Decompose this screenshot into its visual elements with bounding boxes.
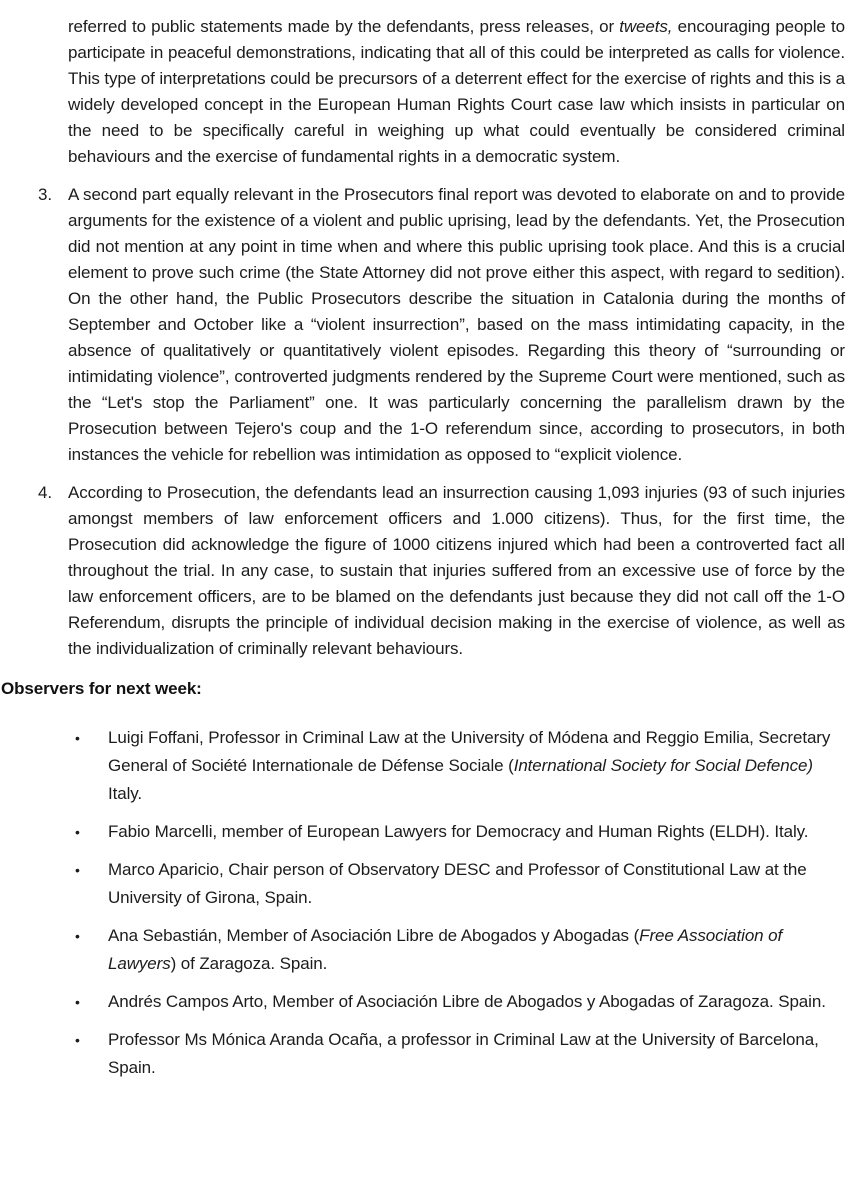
bullet-icon: • — [75, 862, 80, 878]
observer-list — [0, 724, 850, 1082]
numbered-item-3 — [38, 182, 845, 468]
observer-text: Andrés Campos Arto, Member of Asociación Libre de Abogados y Abogadas of Zaragoza. Spain. — [108, 992, 826, 1011]
observer-item-ana-sebastian — [75, 922, 840, 978]
observer-item-marco-aparicio — [75, 856, 840, 912]
bullet-icon: • — [75, 994, 80, 1010]
observer-item-luigi-foffani — [75, 724, 840, 808]
bullet-icon: • — [75, 1032, 80, 1048]
bullet-icon: • — [75, 824, 80, 840]
item-number-4: 4. — [38, 483, 52, 502]
numbered-item-4 — [38, 480, 845, 662]
observers-heading: Observers for next week: — [1, 679, 202, 698]
observer-text: Fabio Marcelli, member of European Lawyers for Democracy and Human Rights (ELDH). Italy. — [108, 822, 809, 841]
item-number-3: 3. — [38, 185, 52, 204]
bullet-icon: • — [75, 928, 80, 944]
observer-text: Marco Aparicio, Chair person of Observatory DESC and Professor of Constitutional Law at the University of Girona, Spain. — [108, 860, 807, 907]
observer-item-fabio-marcelli — [75, 818, 840, 846]
observer-item-monica-aranda-ocana — [75, 1026, 840, 1082]
observer-text: Luigi Foffani, Professor in Criminal Law at the University of Módena and Reggio Emilia, Secretary General of Société Internationale de Défense Sociale (International Society for Social Defence) Italy. — [108, 728, 831, 803]
observer-text: Professor Ms Mónica Aranda Ocaña, a professor in Criminal Law at the University of Barcelona, Spain. — [108, 1030, 819, 1077]
item-text-3: A second part equally relevant in the Prosecutors final report was devoted to elaborate on and to provide arguments for the existence of a violent and public uprising, lead by the defendants. Yet, the Prosecution did not mention at any point in time when and where this public uprising took place. And this is a crucial element to prove such crime (the State Attorney did not prove either this aspect, with regard to sedition). On the other hand, the Public Prosecutors describe the situation in Catalonia during the months of September and October like a “violent insurrection”, based on the mass intimidating capacity, in the absence of qualitatively or quantitatively violent episodes. Regarding this theory of “surrounding or intimidating violence”, controverted judgments rendered by the Supreme Court were mentioned, such as the “Let's stop the Parliament” one. It was particularly concerning the parallelism drawn by the Prosecution between Tejero's coup and the 1-O referendum since, according to prosecutors, in both instances the vehicle for rebellion was intimidation as opposed to “explicit violence. — [68, 185, 845, 464]
bullet-icon: • — [75, 730, 80, 746]
observer-text: Ana Sebastián, Member of Asociación Libre de Abogados y Abogadas (Free Association of Lawyers) of Zaragoza. Spain. — [108, 926, 783, 973]
observer-item-andres-campos-arto — [75, 988, 840, 1016]
item-text-4: According to Prosecution, the defendants lead an insurrection causing 1,093 injuries (93 of such injuries amongst members of law enforcement officers and 1.000 citizens). Thus, for the first time, the Prosecution did acknowledge the figure of 1000 citizens injured which had been a controverted fact all throughout the trial. In any case, to sustain that injuries suffered from an excessive use of force by the law enforcement officers, are to be blamed on the defendants just because they did not call off the 1-O Referendum, disrupts the principle of individual decision making in the exercise of violence, as well as the individualization of criminally relevant behaviours. — [68, 483, 845, 658]
intro-paragraph: referred to public statements made by the defendants, press releases, or tweets, encouraging people to participate in peaceful demonstrations, indicating that all of this could be interpreted as calls for violence. This type of interpretations could be precursors of a deterrent effect for the exercise of rights and this is a widely developed concept in the European Human Rights Court case law which insists in particular on the need to be specifically careful in weighing up what could eventually be considered criminal behaviours and the exercise of fundamental rights in a democratic system. — [68, 17, 845, 166]
